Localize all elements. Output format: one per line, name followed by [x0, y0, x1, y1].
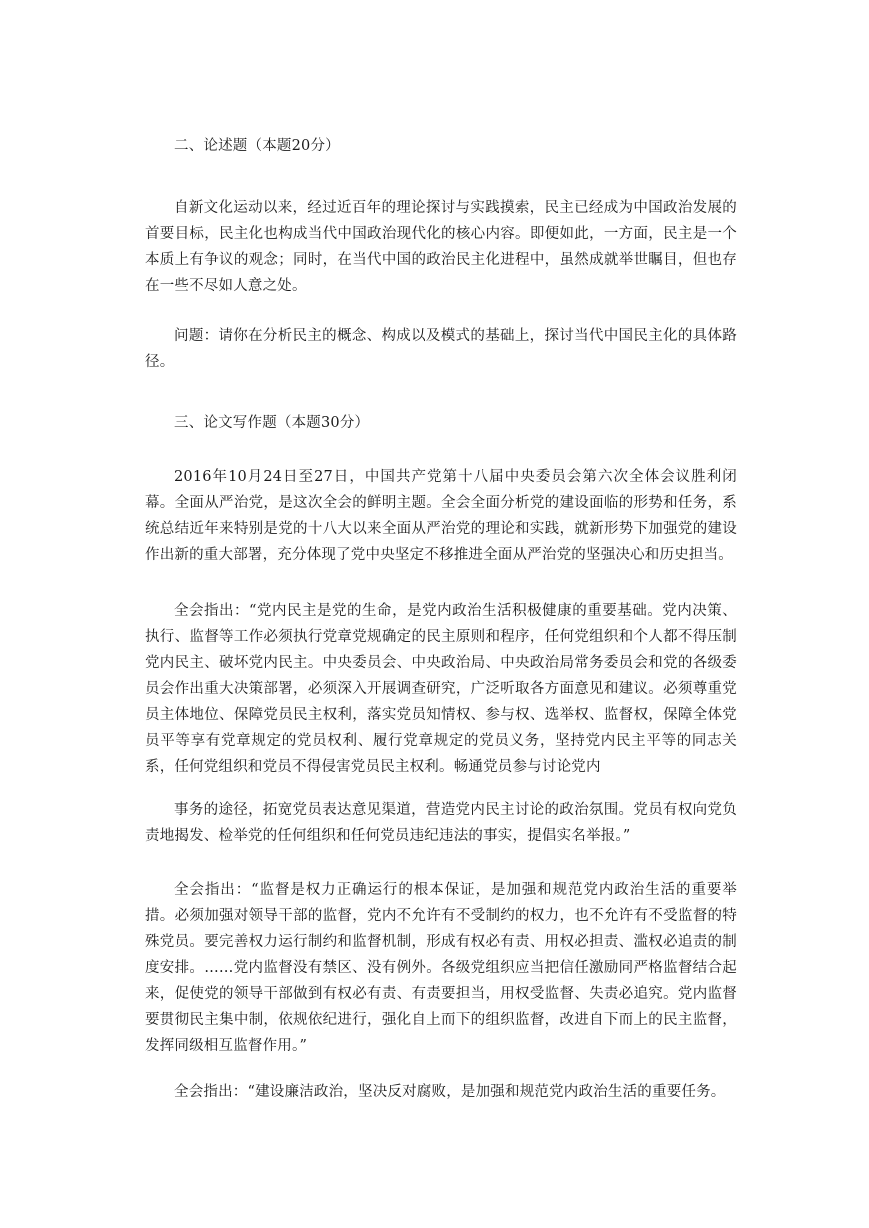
question-paragraph: 问题：请你在分析民主的概念、构成以及模式的基础上，探讨当代中国民主化的具体路径。 [145, 328, 737, 370]
section-3-heading: 三、论文写作题（本题30分） [174, 415, 370, 431]
paragraph-supervision: 全会指出：“监督是权力正确运行的根本保证，是加强和规范党内政治生活的重要举措。必须加强对领导干部的监督，党内不允许有不受制约的权力，也不允许有不受监督的特殊党员。要完善权力运行制约和监督机制，形成有权必有责、用权必担责、滥权必追责的制度安排。……党内监督没有禁区、没有例外。各级党组织应当把信任激励同严格监督结合起来，促使党的领导干部做到有权必有责、有责要担当，用权受监督、失责必追究。党内监督要贯彻民主集中制，依规依纪进行，强化自上而下的组织监督，改进自下而上的民主监督，发挥同级相互监督作用。” [145, 882, 737, 1054]
paragraph-inner-party-democracy: 全会指出：“党内民主是党的生命，是党内政治生活积极健康的重要基础。党内决策、执行、监督等工作必须执行党章党规确定的民主原则和程序，任何党组织和个人都不得压制党内民主、破坏党内民主。中央委员会、中央政治局、中央政治局常务委员会和党的各级委员会作出重大决策部署，必须深入开展调查研究，广泛听取各方面意见和建议。必须尊重党员主体地位、保障党员民主权利，落实党员知情权、参与权、选举权、监督权，保障全体党员平等享有党章规定的党员权利、履行党章规定的党员义务，坚持党内民主平等的同志关系，任何党组织和党员不得侵害党员民主权利。畅通党员参与讨论党内 [145, 603, 737, 775]
section-2-heading: 二、论述题（本题20分） [174, 138, 340, 154]
paragraph-inner-party-affairs: 事务的途径，拓宽党员表达意见渠道，营造党内民主讨论的政治氛围。党员有权向党负责地揭发、检举党的任何组织和任何党员违纪违法的事实，提倡实名举报。” [145, 802, 737, 844]
paragraph-clean-politics: 全会指出：“建设廉洁政治，坚决反对腐败，是加强和规范党内政治生活的重要任务。 [174, 1084, 726, 1100]
paragraph-sixth-plenary: 2016年10月24日至27日，中国共产党第十八届中央委员会第六次全体会议胜利闭幕。全面从严治党，是这次全会的鲜明主题。全会全面分析党的建设面临的形势和任务，系统总结近年来特别是党的十八大以来全面从严治党的理论和实践，就新形势下加强党的建设作出新的重大部署，充分体现了党中央坚定不移推进全面从严治党的坚强决心和历史担当。 [145, 469, 737, 563]
paragraph-democracy-background: 自新文化运动以来，经过近百年的理论探讨与实践摸索，民主已经成为中国政治发展的首要目标，民主化也构成当代中国政治现代化的核心内容。即便如此，一方面，民主是一个本质上有争议的观念；同时，在当代中国的政治民主化进程中，虽然成就举世瞩目，但也存在一些不尽如人意之处。 [145, 200, 737, 294]
